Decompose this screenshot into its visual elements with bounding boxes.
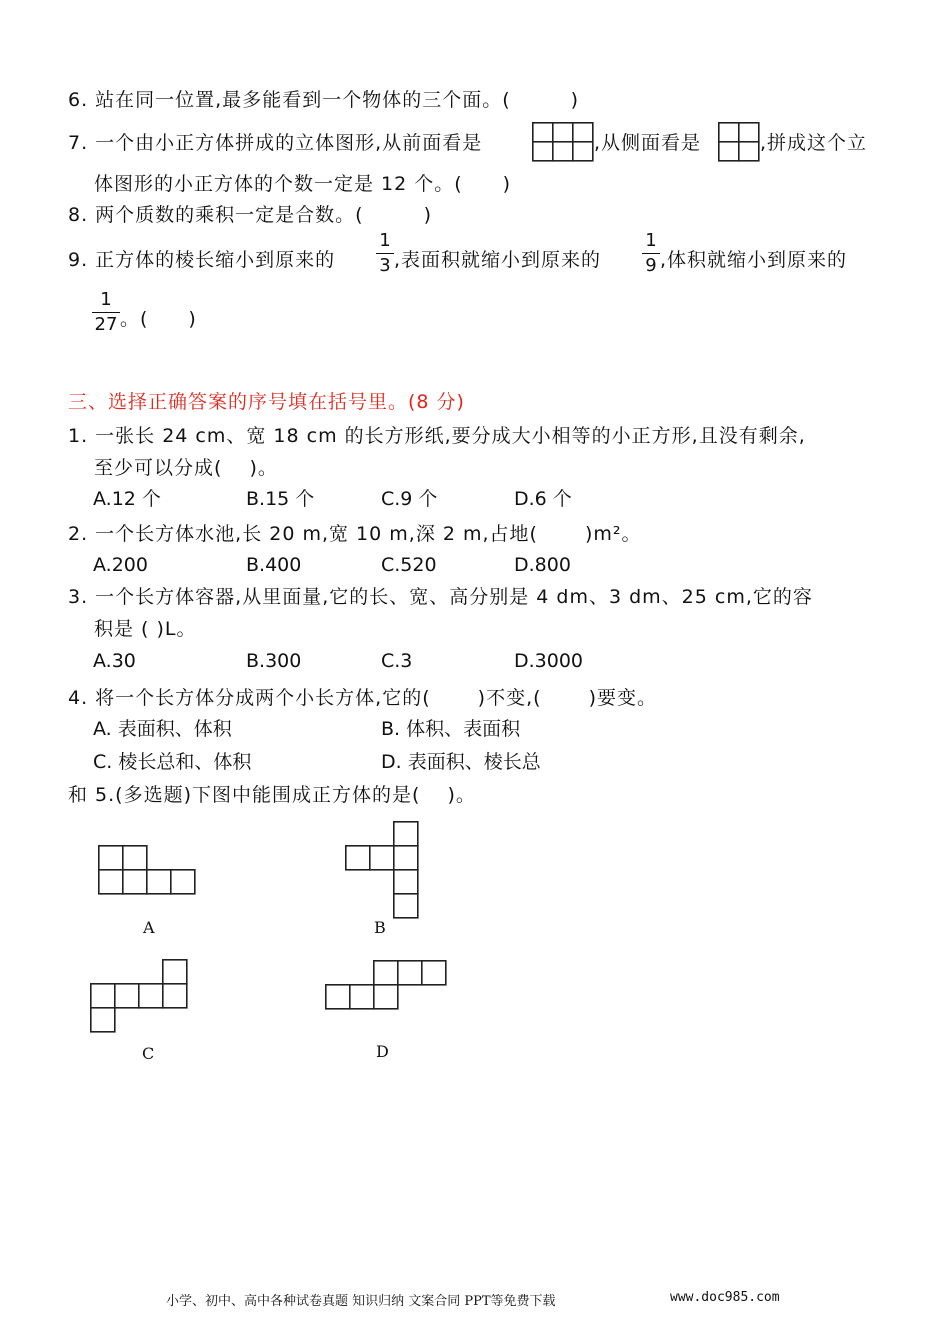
- footer-url[interactable]: www.doc985.com: [670, 1290, 780, 1305]
- q4-option-b: B. 体积、表面积: [381, 718, 521, 740]
- choice-question-4: 4. 将一个长方体分成两个小长方体,它的( )不变,( )要变。: [68, 687, 657, 709]
- choice-question-1-line-1: 1. 一张长 24 cm、宽 18 cm 的长方形纸,要分成大小相等的小正方形,且没有剩余,: [68, 425, 806, 447]
- q4-option-d: D. 表面积、棱长总: [381, 751, 541, 773]
- choice-question-3-line-1: 3. 一个长方体容器,从里面量,它的长、宽、高分别是 4 dm、3 dm、25 cm,它的容: [68, 586, 813, 608]
- choice-question-1-line-2: 至少可以分成( )。: [94, 457, 278, 479]
- q1-option-d: D.6 个: [514, 488, 572, 510]
- cube-net-label-b: B: [374, 918, 387, 937]
- question-7-part-1: 7. 一个由小正方体拼成的立体图形,从前面看是: [68, 132, 483, 154]
- choice-question-5: 和 5.(多选题)下图中能围成正方体的是( )。: [68, 784, 476, 806]
- choice-question-2: 2. 一个长方体水池,长 20 m,宽 10 m,深 2 m,占地( )m²。: [68, 523, 642, 545]
- q1-option-a: A.12 个: [93, 488, 161, 510]
- cube-net-label-a: A: [143, 918, 156, 937]
- question-9-part-2: ,表面积就缩小到原来的: [394, 249, 602, 271]
- cube-net-label-c: C: [142, 1044, 156, 1063]
- fraction-one-third: 1 3: [376, 230, 394, 277]
- cube-net-d: [325, 960, 447, 1010]
- q3-option-b: B.300: [246, 650, 302, 672]
- front-view-figure: [532, 122, 594, 162]
- q3-option-d: D.3000: [514, 650, 584, 672]
- question-9-part-4: 。( ): [120, 308, 197, 330]
- q3-option-a: A.30: [93, 650, 136, 672]
- q1-option-b: B.15 个: [246, 488, 315, 510]
- question-8: 8. 两个质数的乘积一定是合数。( ): [68, 204, 432, 226]
- question-7-part-4: 体图形的小正方体的个数一定是 12 个。( ): [94, 173, 512, 195]
- question-6: 6. 站在同一位置,最多能看到一个物体的三个面。( ): [68, 89, 580, 111]
- q2-option-a: A.200: [93, 554, 148, 576]
- q3-option-c: C.3: [381, 650, 413, 672]
- cube-net-c: [90, 959, 188, 1033]
- choice-question-3-line-2: 积是 ( )L。: [94, 618, 197, 640]
- q1-option-c: C.9 个: [381, 488, 438, 510]
- fraction-one-ninth: 1 9: [642, 230, 660, 277]
- q4-option-c: C. 棱长总和、体积: [93, 751, 252, 773]
- cube-net-label-d: D: [376, 1042, 390, 1061]
- side-view-figure: [718, 122, 760, 162]
- question-7-part-2: ,从侧面看是: [594, 132, 702, 154]
- question-9-part-3: ,体积就缩小到原来的: [660, 249, 848, 271]
- question-9-part-1: 9. 正方体的棱长缩小到原来的: [68, 249, 336, 271]
- q4-option-a: A. 表面积、体积: [93, 718, 232, 740]
- fraction-one-twenty-seventh: 1 27: [92, 289, 120, 336]
- question-7-part-3: ,拼成这个立: [760, 132, 868, 154]
- q2-option-b: B.400: [246, 554, 302, 576]
- q2-option-d: D.800: [514, 554, 571, 576]
- cube-net-a: [98, 845, 198, 895]
- q2-option-c: C.520: [381, 554, 437, 576]
- section-3-title: 三、选择正确答案的序号填在括号里。(8 分): [68, 391, 465, 413]
- footer-text: 小学、初中、高中各种试卷真题 知识归纳 文案合同 PPT等免费下载: [166, 1294, 556, 1309]
- cube-net-b: [345, 821, 420, 919]
